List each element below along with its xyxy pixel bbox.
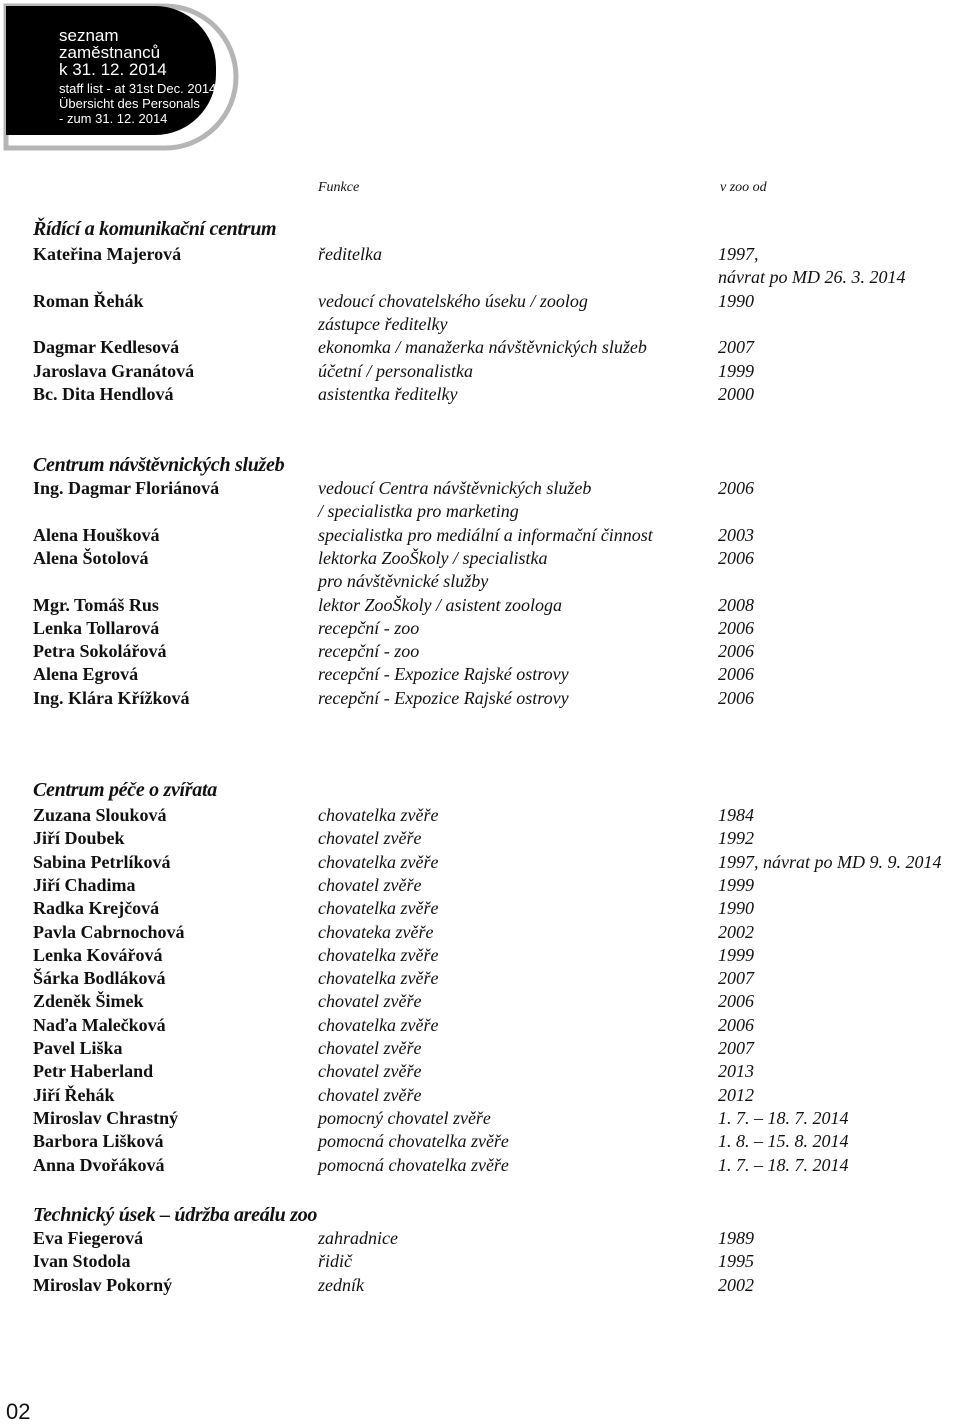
title-badge [0,0,240,153]
staff-since: 2006 [718,664,754,685]
staff-name: Petra Sokolářová [33,641,167,662]
staff-role: recepční - zoo [318,617,420,638]
staff-row [0,1228,960,1251]
staff-role: zedník [318,1274,364,1295]
staff-name: Alena Egrová [33,664,139,685]
staff-since: 1990 [718,898,754,919]
staff-row [0,828,960,851]
staff-since: 2006 [718,991,754,1012]
staff-row [0,1251,960,1274]
staff-role: chovatelka zvěře [318,898,439,919]
staff-row [0,618,960,641]
badge-sub-line: staff list - at 31st Dec. 2014 [59,81,217,96]
staff-role: ředitelka [318,244,382,264]
badge-title-line: k 31. 12. 2014 [59,60,167,79]
staff-role: / specialistka pro marketing [318,501,519,522]
staff-role: chovatelka zvěře [318,805,439,825]
staff-row [0,571,960,594]
staff-name: Petr Haberland [33,1061,154,1082]
staff-name: Kateřina Majerová [33,244,182,264]
staff-since: 1995 [718,1251,754,1272]
staff-since: 2012 [718,1084,754,1105]
staff-since: 2007 [718,337,754,358]
staff-role: vedoucí Centra návštěvnických služeb [318,478,592,498]
staff-since: 1999 [718,944,754,965]
staff-since: 1997, návrat po MD 9. 9. 2014 [718,851,942,872]
staff-row [0,688,960,711]
badge-sub-line: - zum 31. 12. 2014 [59,111,168,126]
staff-role: chovatelka zvěře [318,944,439,965]
staff-role: chovatel zvěře [318,828,422,849]
staff-role: specialistka pro mediální a informační činnost [318,524,653,545]
staff-name: Anna Dvořáková [33,1154,165,1175]
staff-name: Lenka Tollarová [33,617,160,638]
staff-role: recepční - zoo [318,641,420,662]
staff-row [0,244,960,267]
staff-role: chovatel zvěře [318,874,422,895]
staff-row [0,337,960,360]
badge-text [59,27,216,126]
staff-role: asistentka ředitelky [318,383,458,404]
staff-name: Miroslav Chrastný [33,1107,179,1128]
staff-name: Sabina Petrlíková [33,851,171,872]
staff-since: 1999 [718,360,754,381]
staff-name: Barbora Lišková [33,1131,164,1152]
staff-name: Naďa Malečková [33,1014,166,1035]
staff-row [0,968,960,991]
staff-since: 2002 [718,1274,754,1295]
staff-role: lektorka ZooŠkoly / specialistka [318,547,548,568]
staff-since: 1990 [718,290,754,311]
staff-role: řidič [318,1251,352,1272]
staff-role: chovatelka zvěře [318,968,439,989]
staff-name: Eva Fiegerová [33,1228,144,1248]
staff-name: Lenka Kovářová [33,944,163,965]
staff-role: účetní / personalistka [318,360,473,381]
staff-role: vedoucí chovatelského úseku / zoolog [318,290,588,311]
staff-row [0,991,960,1014]
staff-role: zástupce ředitelky [318,313,448,334]
staff-since: 1. 8. – 15. 8. 2014 [718,1131,849,1152]
staff-row [0,1275,960,1298]
section-title: Centrum péče o zvířata [33,779,217,801]
staff-row [0,267,960,290]
staff-row [0,291,960,314]
staff-name: Alena Šotolová [33,547,149,568]
staff-since: 2013 [718,1061,754,1082]
staff-since: 2003 [718,524,754,545]
staff-role: ekonomka / manažerka návštěvnických služeb [318,337,647,358]
staff-since: 2000 [718,383,754,404]
staff-name: Zdeněk Šimek [33,991,144,1012]
staff-row [0,1131,960,1154]
staff-role: pro návštěvnické služby [318,571,489,592]
staff-row [0,805,960,828]
badge-sub-line: Übersicht des Personals [59,96,200,111]
staff-row [0,898,960,921]
staff-name: Alena Houšková [33,524,160,545]
staff-role: chovatel zvěře [318,1038,422,1058]
staff-since: 2006 [718,641,754,662]
staff-name: Dagmar Kedlesová [33,337,180,358]
staff-name: Radka Krejčová [33,898,160,919]
page-number: 02 [6,1399,31,1424]
staff-row [0,314,960,337]
staff-since: 1992 [718,828,754,849]
staff-row [0,1108,960,1131]
staff-row [0,852,960,875]
staff-role: lektor ZooŠkoly / asistent zoologa [318,594,562,615]
section-title: Centrum návštěvnických služeb [33,454,285,476]
staff-role: recepční - Expozice Rajské ostrovy [318,687,569,708]
badge-title-line: seznam [59,26,119,45]
staff-row [0,641,960,664]
staff-row [0,1085,960,1108]
staff-role: chovatel zvěře [318,1084,422,1105]
staff-since: 1989 [718,1228,754,1248]
staff-row [0,922,960,945]
staff-since: 2006 [718,478,754,498]
staff-row [0,1155,960,1178]
staff-since: 1997, [718,244,759,264]
staff-row [0,664,960,687]
column-header-since: v zoo od [720,180,767,195]
staff-name: Šárka Bodláková [33,968,166,989]
staff-role: recepční - Expozice Rajské ostrovy [318,664,569,685]
section-title: Technický úsek – údržba areálu zoo [33,1204,318,1226]
staff-role: chovatel zvěře [318,1061,422,1082]
staff-role: chovatel zvěře [318,991,422,1012]
staff-name: Pavla Cabrnochová [33,921,185,942]
staff-name: Miroslav Pokorný [33,1274,173,1295]
staff-name: Mgr. Tomáš Rus [33,594,159,615]
staff-name: Jaroslava Granátová [33,360,195,381]
staff-name: Ing. Dagmar Floriánová [33,478,220,498]
staff-name: Pavel Liška [33,1038,123,1058]
staff-role: pomocná chovatelka zvěře [318,1131,509,1152]
staff-since: 2006 [718,547,754,568]
staff-role: pomocná chovatelka zvěře [318,1154,509,1175]
staff-row [0,595,960,618]
staff-row [0,384,960,407]
staff-since: 2006 [718,617,754,638]
staff-row [0,478,960,501]
staff-since: 2008 [718,594,754,615]
staff-since: 2002 [718,921,754,942]
staff-role: chovatelka zvěře [318,851,439,872]
staff-since: 2007 [718,1038,754,1058]
staff-since: návrat po MD 26. 3. 2014 [718,267,906,288]
staff-role: chovatelka zvěře [318,1014,439,1035]
section-title: Řídící a komunikační centrum [33,218,277,240]
staff-role: zahradnice [318,1228,398,1248]
staff-name: Bc. Dita Hendlová [33,383,174,404]
staff-since: 1. 7. – 18. 7. 2014 [718,1107,849,1128]
staff-row [0,361,960,384]
staff-row [0,1061,960,1084]
staff-name: Jiří Doubek [33,828,125,849]
staff-name: Roman Řehák [33,290,144,311]
staff-name: Ing. Klára Křížková [33,687,190,708]
staff-since: 1. 7. – 18. 7. 2014 [718,1154,849,1175]
staff-row [0,1038,960,1061]
staff-name: Ivan Stodola [33,1251,131,1272]
staff-row [0,548,960,571]
staff-row [0,1015,960,1038]
staff-since: 2006 [718,1014,754,1035]
badge-title-line: zaměstnanců [59,43,161,62]
staff-row [0,525,960,548]
staff-name: Zuzana Slouková [33,805,167,825]
staff-row [0,945,960,968]
staff-row [0,501,960,524]
column-header-function: Funkce [318,180,360,195]
staff-name: Jiří Chadima [33,874,136,895]
staff-role: chovateka zvěře [318,921,434,942]
staff-role: pomocný chovatel zvěře [318,1107,491,1128]
staff-row [0,875,960,898]
staff-since: 2006 [718,687,754,708]
staff-since: 1984 [718,805,754,825]
staff-since: 1999 [718,874,754,895]
staff-name: Jiří Řehák [33,1084,115,1105]
staff-since: 2007 [718,968,754,989]
